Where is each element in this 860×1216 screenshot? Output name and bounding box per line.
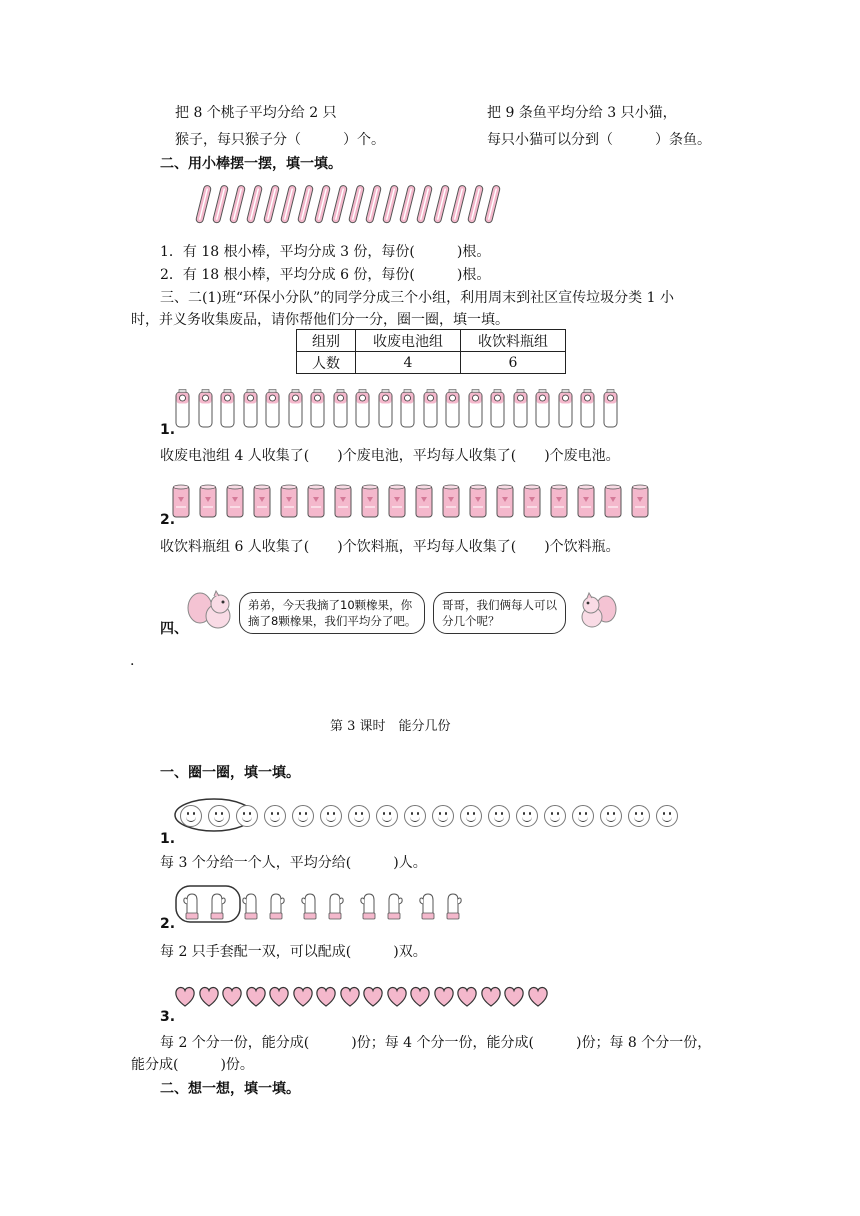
heart-icon: [198, 986, 220, 1008]
table-row-label: 人数: [297, 352, 356, 374]
smiley-face-icon: [572, 805, 594, 827]
drink-can-icon: [361, 483, 379, 519]
mitten-icon: [300, 892, 320, 920]
table-battery-count: 4: [356, 352, 461, 374]
battery-icon: [558, 389, 573, 429]
drink-can-icon: [253, 483, 271, 519]
battery-icon: [423, 389, 438, 429]
heart-icon: [315, 986, 337, 1008]
battery-label: 1.: [160, 422, 176, 438]
sticks-row: [195, 183, 501, 225]
table-header-bottle: 收饮料瓶组: [461, 330, 566, 352]
smiley-face-icon: [320, 805, 342, 827]
hearts-row: [174, 984, 550, 1008]
stick-icon: [331, 183, 348, 225]
peach-problem-line1: 把 8 个桃子平均分给 2 只: [175, 105, 337, 121]
battery-icon: [220, 389, 235, 429]
smiley-face-icon: [208, 805, 230, 827]
battery-icon: [603, 389, 618, 429]
heart-icon: [433, 986, 455, 1008]
battery-icon: [400, 389, 415, 429]
drink-can-icon: [226, 483, 244, 519]
section3-intro-line2: 时，并义务收集废品，请你帮他们分一分，圈一圈，填一填。: [131, 312, 509, 328]
smiley-face-icon: [516, 805, 538, 827]
battery-icon: [175, 389, 190, 429]
table-header-group: 组别: [297, 330, 356, 352]
stick-icon: [195, 183, 212, 225]
battery-icon: [310, 389, 325, 429]
mitten-question: 每 2 只手套配一双，可以配成( )双。: [160, 944, 427, 960]
mitten-icon: [384, 892, 404, 920]
drink-can-icon: [280, 483, 298, 519]
stick-icon: [246, 183, 263, 225]
drink-can-icon: [388, 483, 406, 519]
squirrel-brother-image: [186, 590, 236, 632]
stick-icon: [450, 183, 467, 225]
fish-problem-line1: 把 9 条鱼平均分给 3 只小猫，: [487, 105, 677, 121]
section2-heading: 二、用小棒摆一摆，填一填。: [160, 156, 342, 172]
smiley-face-icon: [292, 805, 314, 827]
battery-icon: [580, 389, 595, 429]
mitten-icon: [241, 892, 261, 920]
battery-icon: [445, 389, 460, 429]
mitten-icon: [443, 892, 463, 920]
stick-icon: [263, 183, 280, 225]
mitten-icon: [207, 892, 227, 920]
smiley-face-icon: [180, 805, 202, 827]
drink-can-icon: [469, 483, 487, 519]
sticks-question-1: 1．有 18 根小棒，平均分成 3 份，每份( )根。: [160, 244, 491, 260]
table-bottle-count: 6: [461, 352, 566, 374]
speech-left-line1: 弟弟，今天我摘了10颗橡果，你: [248, 598, 413, 612]
drink-can-icon: [550, 483, 568, 519]
drink-can-icon: [442, 483, 460, 519]
heart-icon: [268, 986, 290, 1008]
battery-icon: [265, 389, 280, 429]
smiley-face-icon: [656, 805, 678, 827]
battery-question: 收废电池组 4 人收集了( )个废电池，平均每人收集了( )个废电池。: [160, 448, 620, 464]
drink-can-icon: [523, 483, 541, 519]
section3-intro-line1: 三、二(1)班“环保小分队”的同学分成三个小组，利用周末到社区宣传垃圾分类 1 小: [160, 290, 674, 306]
heart-label: 3.: [160, 1009, 176, 1025]
peach-problem-line2: 猴子，每只猴子分（ ）个。: [175, 132, 385, 148]
fish-problem-line2: 每只小猫可以分到（ ）条鱼。: [487, 132, 711, 148]
heart-icon: [339, 986, 361, 1008]
battery-icon: [355, 389, 370, 429]
mitten-label: 2.: [160, 916, 176, 932]
heart-icon: [362, 986, 384, 1008]
battery-icon: [198, 389, 213, 429]
mitten-icon: [359, 892, 379, 920]
drink-can-icon: [307, 483, 325, 519]
sticks-question-2: 2．有 18 根小棒，平均分成 6 份，每份( )根。: [160, 267, 491, 283]
smiley-face-icon: [264, 805, 286, 827]
mitten-icon: [418, 892, 438, 920]
bottle-label: 2.: [160, 512, 176, 528]
battery-icon: [243, 389, 258, 429]
heart-icon: [480, 986, 502, 1008]
smiley-label: 1.: [160, 831, 176, 847]
drink-can-icon: [199, 483, 217, 519]
section4-label: 四、: [160, 621, 188, 637]
smiley-face-icon: [460, 805, 482, 827]
lesson-title: 第 3 课时 能分几份: [330, 719, 451, 734]
group-table: [296, 329, 566, 374]
mitten-icon: [325, 892, 345, 920]
table-header-battery: 收废电池组: [356, 330, 461, 352]
lesson-heading-1: 一、圈一圈，填一填。: [160, 765, 300, 781]
smileys-row: [180, 805, 684, 827]
smiley-face-icon: [600, 805, 622, 827]
heart-question-line2: 能分成( )份。: [131, 1057, 254, 1073]
bottles-row: [172, 479, 658, 519]
drink-can-icon: [604, 483, 622, 519]
heart-question-line1: 每 2 个分一份，能分成( )份；每 4 个分一份，能分成( )份；每 8 个分一份，: [160, 1035, 712, 1051]
stick-icon: [382, 183, 399, 225]
stray-dot: .: [130, 653, 135, 669]
bottle-question: 收饮料瓶组 6 人收集了( )个饮料瓶，平均每人收集了( )个饮料瓶。: [160, 539, 620, 555]
heart-icon: [221, 986, 243, 1008]
heart-icon: [386, 986, 408, 1008]
lesson-heading-2: 二、想一想，填一填。: [160, 1081, 300, 1097]
stick-icon: [314, 183, 331, 225]
heart-icon: [527, 986, 549, 1008]
battery-icon: [288, 389, 303, 429]
stick-icon: [365, 183, 382, 225]
smiley-face-icon: [488, 805, 510, 827]
stick-icon: [467, 183, 484, 225]
squirrel-sister-image: [578, 592, 618, 630]
drink-can-icon: [415, 483, 433, 519]
heart-icon: [503, 986, 525, 1008]
stick-icon: [297, 183, 314, 225]
stick-icon: [484, 183, 501, 225]
heart-icon: [174, 986, 196, 1008]
stick-icon: [433, 183, 450, 225]
heart-icon: [292, 986, 314, 1008]
drink-can-icon: [631, 483, 649, 519]
smiley-face-icon: [236, 805, 258, 827]
stick-icon: [212, 183, 229, 225]
battery-icon: [333, 389, 348, 429]
smiley-face-icon: [628, 805, 650, 827]
battery-icon: [468, 389, 483, 429]
stick-icon: [229, 183, 246, 225]
mitten-icon: [266, 892, 286, 920]
stick-icon: [416, 183, 433, 225]
stick-icon: [280, 183, 297, 225]
smiley-question: 每 3 个分给一个人，平均分给( )人。: [160, 855, 427, 871]
stick-icon: [399, 183, 416, 225]
battery-icon: [378, 389, 393, 429]
mitten-icon: [182, 892, 202, 920]
heart-icon: [245, 986, 267, 1008]
heart-icon: [456, 986, 478, 1008]
speech-right-line2: 分几个呢？: [442, 614, 500, 628]
smiley-face-icon: [404, 805, 426, 827]
smiley-face-icon: [432, 805, 454, 827]
battery-icon: [513, 389, 528, 429]
drink-can-icon: [496, 483, 514, 519]
speech-bubble-left: [239, 592, 425, 634]
battery-icon: [490, 389, 505, 429]
drink-can-icon: [334, 483, 352, 519]
speech-right-line1: 哥哥，我们俩每人可以: [442, 598, 557, 612]
stick-icon: [348, 183, 365, 225]
mittens-row: [182, 890, 477, 920]
smiley-face-icon: [544, 805, 566, 827]
batteries-row: [175, 389, 625, 429]
heart-icon: [409, 986, 431, 1008]
smiley-face-icon: [348, 805, 370, 827]
smiley-face-icon: [376, 805, 398, 827]
speech-left-line2: 摘了8颗橡果，我们平均分了吧。: [248, 614, 417, 628]
speech-bubble-right: [433, 592, 566, 634]
battery-icon: [535, 389, 550, 429]
drink-can-icon: [577, 483, 595, 519]
